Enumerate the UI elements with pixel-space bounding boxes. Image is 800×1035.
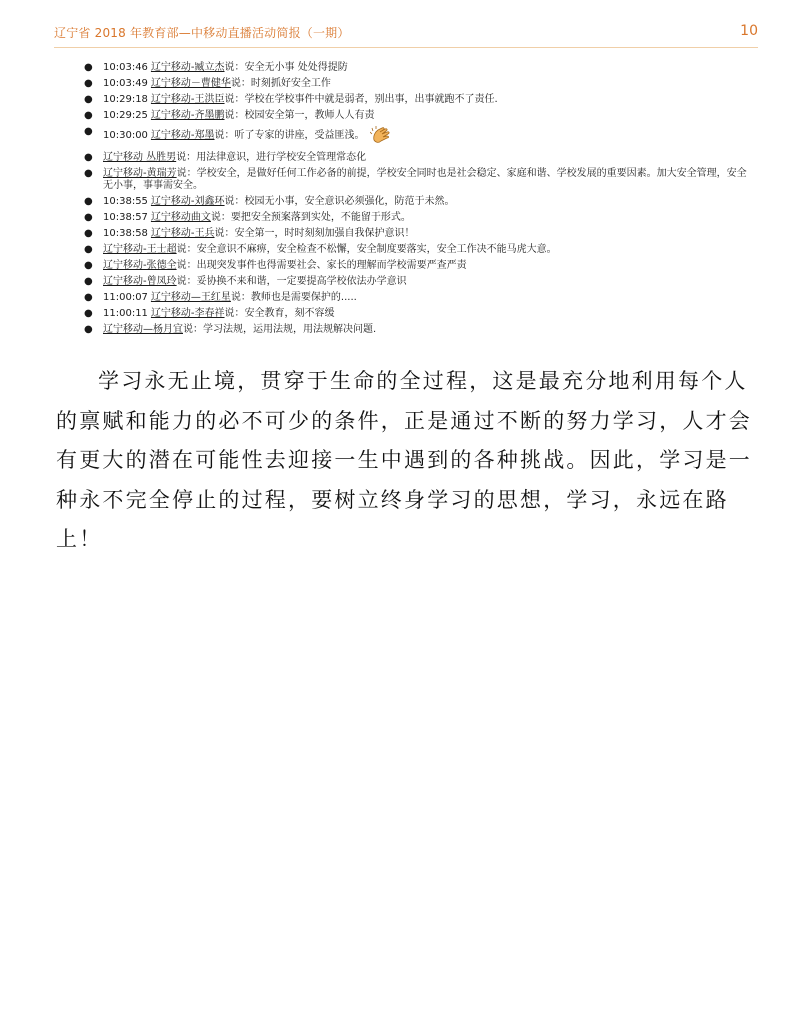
bullet-icon: ● [84,228,93,239]
bullet-icon: ● [84,110,93,121]
bullet-icon: ● [84,308,93,319]
comment-time: 10:29:25 [103,110,148,121]
bullet-icon: ● [84,126,93,137]
comment-author: 辽宁移动-张德全 [103,260,177,271]
comment-said: 说： [230,292,251,303]
comment-said: 说： [214,228,235,239]
bullet-icon: ● [84,292,93,303]
comment-item [0,94,800,106]
bullet-icon: ● [84,212,93,223]
bullet-icon: ● [84,244,93,255]
comment-time: 10:38:55 [103,196,148,207]
comment-said: 说： [176,260,197,271]
comment-item [0,196,800,208]
comment-author: 辽宁移动-王洪臣 [150,94,225,105]
comment-time: 10:30:00 [103,130,148,141]
comment-time: 11:00:11 [103,308,148,319]
comment-said: 说： [210,212,231,223]
bullet-icon: ● [84,260,93,271]
comment-author: 辽宁移动-臧立杰 [150,62,225,73]
comment-text: 学习法规，运用法规，用法规解决问题. [203,324,377,335]
comment-item [0,168,748,192]
comment-item [0,324,800,336]
comment-said: 说： [224,110,245,121]
comment-item [0,292,800,304]
comment-said: 说： [224,308,245,319]
comment-author: 辽宁移动-王兵 [150,228,215,239]
comment-text: 校园安全第一，教师人人有责 [244,110,375,121]
bullet-icon: ● [84,94,93,105]
comment-text: 安全意识不麻痹，安全检查不松懈，安全制度要落实，安全工作决不能马虎大意。 [196,244,557,255]
bullet-icon: ● [84,276,93,287]
comment-said: 说： [224,196,245,207]
comment-item [0,212,800,224]
comment-author: 辽宁移动 丛胜男 [103,152,177,163]
comment-item [0,228,800,240]
bullet-icon: ● [84,62,93,73]
comment-author: 辽宁移动曲文 [150,212,211,223]
bullet-icon: ● [84,196,93,207]
comment-text: 安全无小事 处处得提防 [244,62,348,73]
comment-text: 教师也是需要保护的..... [250,292,357,303]
comment-text: 用法律意识，进行学校安全管理常态化 [196,152,367,163]
comment-item [0,308,800,320]
comment-item [0,110,800,122]
comment-item [0,260,800,272]
comment-author: 辽宁移动-黄瑞芳 [103,168,177,179]
comment-said: 说： [176,276,197,287]
comment-time: 10:03:46 [103,62,148,73]
header-divider [54,47,758,48]
comment-time: 10:29:18 [103,94,148,105]
comment-text: 学校安全，是做好任何工作必备的前提，学校安全同时也是社会稳定、家庭和谐、学校发展的重要因素。加大安全管理，安全无小事，事事需安全。 [103,168,747,191]
comment-author: 辽宁移动-王士超 [103,244,177,255]
comment-said: 说： [176,152,197,163]
comment-text: 安全第一，时时刻刻加强自我保护意识！ [234,228,415,239]
comment-author: 辽宁移动-齐墨鹏 [150,110,225,121]
comment-said: 说： [230,78,251,89]
page-header [54,24,758,44]
comment-said: 说： [224,94,245,105]
comment-text: 时刻抓好安全工作 [250,78,331,89]
comment-item [0,244,800,256]
bullet-icon: ● [84,324,93,335]
comment-author: 辽宁移动—杨月宜 [103,324,183,335]
comment-time: 11:00:07 [103,292,148,303]
clapping-hands-icon [370,126,394,146]
bullet-icon: ● [84,152,93,163]
comment-list [0,62,800,340]
comment-item [0,126,800,146]
comment-item [0,276,800,288]
comment-said: 说： [214,130,235,141]
comment-said: 说： [176,168,197,179]
comment-text: 安全教育，刻不容缓 [244,308,335,319]
comment-text: 要把安全预案落到实处，不能留于形式。 [230,212,411,223]
comment-said: 说： [176,244,197,255]
bullet-icon: ● [84,168,93,179]
comment-item [0,78,800,90]
clapping-hands-icon [370,126,394,146]
comment-author: 辽宁移动-曾凤玲 [103,276,177,287]
comment-author: 辽宁移动-刘鑫环 [150,196,225,207]
comment-author: 辽宁移动-郑墨 [150,130,215,141]
comment-author: 辽宁移动－曹健华 [150,78,231,89]
comment-said: 说： [183,324,203,335]
page-number: 10 [740,23,758,39]
comment-author: 辽宁移动—王红星 [150,292,231,303]
comment-text: 出现突发事件也得需要社会、家长的理解而学校需要严查严责 [196,260,467,271]
comment-said: 说： [224,62,245,73]
comment-time: 10:03:49 [103,78,148,89]
header-title: 辽宁省 2018 年教育部—中移动直播活动简报（一期） [54,26,350,40]
comment-text: 听了专家的讲座，受益匪浅。 [234,130,365,141]
comment-item [0,152,800,164]
comment-text: 学校在学校事件中就是弱者，别出事，出事就跑不了责任. [244,94,498,105]
comment-time: 10:38:58 [103,228,148,239]
bullet-icon: ● [84,78,93,89]
essay-paragraph: 学习永无止境，贯穿于生命的全过程，这是最充分地利用每个人的禀赋和能力的必不可少的条件，正是通过不断的努力学习，人才会有更大的潜在可能性去迎接一生中遇到的各种挑战。因此，学习是一种永不完全停止的过程，要树立终身学习的思想，学习，永远在路上！ [56,369,752,551]
comment-text: 妥协换不来和谐，一定要提高学校依法办学意识 [196,276,407,287]
comment-time: 10:38:57 [103,212,148,223]
comment-author: 辽宁移动-李春祥 [150,308,225,319]
comment-item [0,62,800,74]
comment-text: 校园无小事，安全意识必须强化，防范于未然。 [244,196,455,207]
